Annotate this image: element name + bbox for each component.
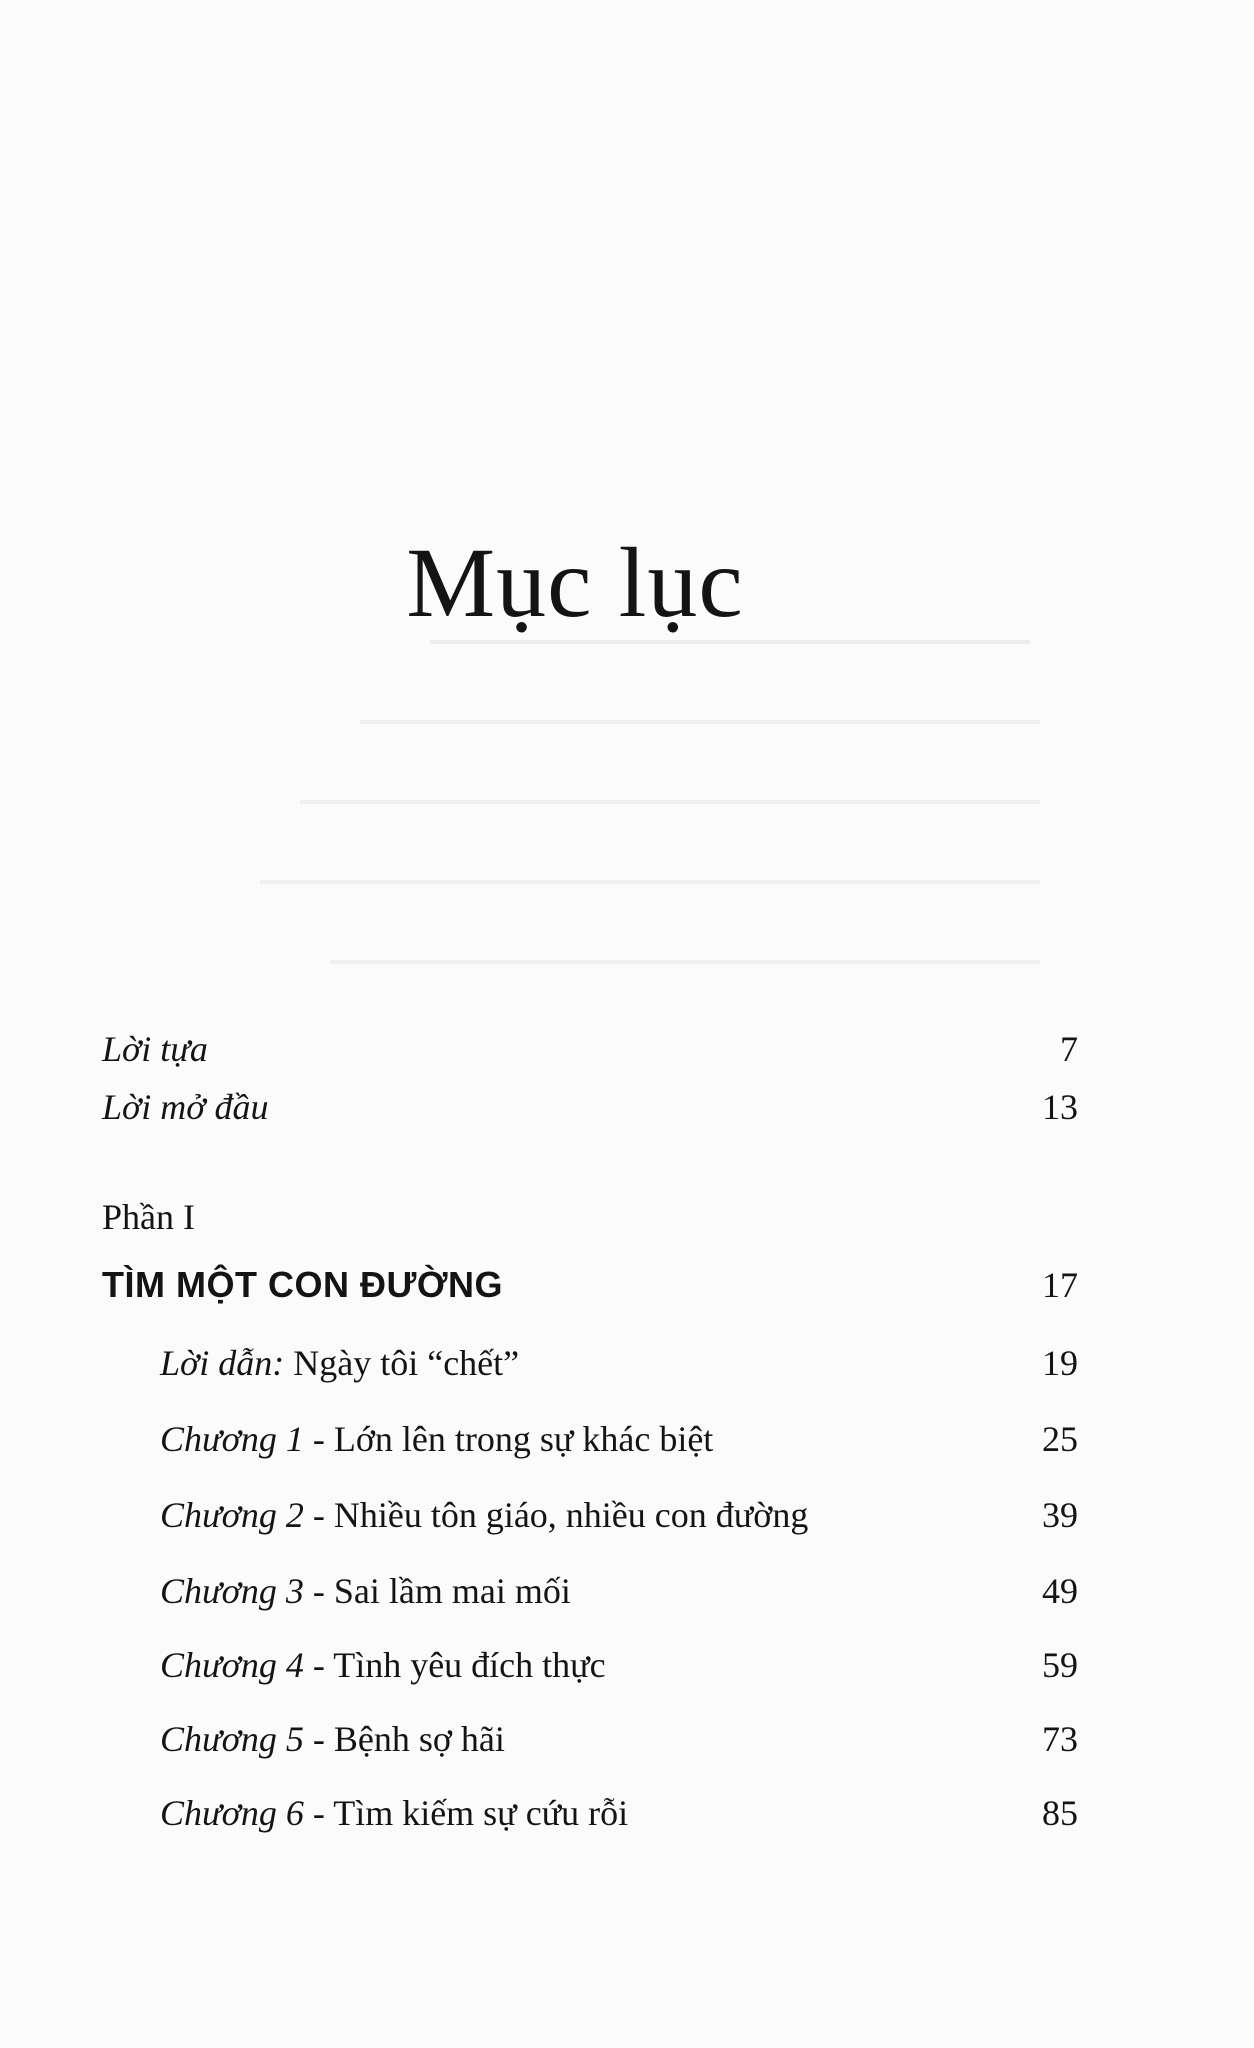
chapter-prefix: Chương 2	[160, 1495, 304, 1535]
toc-entry-label	[102, 1494, 1042, 1536]
chapter-prefix: Chương 5	[160, 1719, 304, 1759]
toc-entry-introduction	[102, 1086, 1078, 1136]
toc-entry-page: 19	[1042, 1343, 1078, 1383]
toc-part-title	[102, 1264, 1078, 1314]
toc-entry-label	[102, 1718, 1042, 1760]
bleed-through-line	[300, 800, 1040, 804]
chapter-prefix: Lời dẫn:	[160, 1343, 285, 1383]
toc-entry-label	[102, 1792, 1042, 1834]
toc-entry-label	[102, 1342, 1042, 1384]
toc-entry-chapter	[102, 1792, 1078, 1842]
toc-entry-page: 85	[1042, 1793, 1078, 1833]
toc-entry-page: 73	[1042, 1719, 1078, 1759]
bleed-through-line	[430, 640, 1030, 644]
toc-entry-chapter	[102, 1418, 1078, 1468]
toc-entry-page: 59	[1042, 1645, 1078, 1685]
toc-entry-page: 17	[1042, 1265, 1078, 1305]
part-title: TÌM MỘT CON ĐƯỜNG	[102, 1264, 504, 1305]
chapter-title: - Tìm kiếm sự cứu rỗi	[303, 1793, 629, 1833]
chapter-title: - Tình yêu đích thực	[303, 1645, 606, 1685]
chapter-title: - Bệnh sợ hãi	[303, 1719, 505, 1759]
chapter-title: - Lớn lên trong sự khác biệt	[303, 1419, 714, 1459]
toc-entry-page: 49	[1042, 1571, 1078, 1611]
bleed-through-line	[260, 880, 1040, 884]
toc-entry-page: 25	[1042, 1419, 1078, 1459]
toc-entry-page: 7	[1060, 1029, 1078, 1069]
chapter-prefix: Chương 3	[160, 1571, 304, 1611]
chapter-title: Ngày tôi “chết”	[284, 1343, 520, 1383]
toc-entry-chapter	[102, 1718, 1078, 1768]
toc-entry-label: Lời tựa	[102, 1029, 208, 1069]
toc-entry-label	[102, 1418, 1042, 1460]
bleed-through-line	[330, 960, 1040, 964]
toc-entry-page: 39	[1042, 1495, 1078, 1535]
toc-entry-chapter	[102, 1644, 1078, 1694]
toc-entry-chapter	[102, 1494, 1078, 1544]
chapter-title: - Nhiều tôn giáo, nhiều con đường	[303, 1495, 809, 1535]
chapter-prefix: Chương 4	[160, 1645, 304, 1685]
chapter-prefix: Chương 6	[160, 1793, 304, 1833]
toc-entry-label: Lời mở đầu	[102, 1087, 269, 1127]
toc-entry-chapter	[102, 1342, 1078, 1392]
toc-entry-chapter	[102, 1570, 1078, 1620]
part-label: Phần I	[102, 1197, 195, 1237]
chapter-prefix: Chương 1	[160, 1419, 304, 1459]
bleed-through-line	[360, 720, 1040, 724]
chapter-title: - Sai lầm mai mối	[303, 1571, 571, 1611]
toc-entry-page: 13	[1042, 1087, 1078, 1127]
toc-entry-preface	[102, 1028, 1078, 1078]
toc-entry-label	[102, 1644, 1042, 1686]
toc-entry-label	[102, 1570, 1042, 1612]
page-title: Mục lục	[406, 527, 744, 638]
